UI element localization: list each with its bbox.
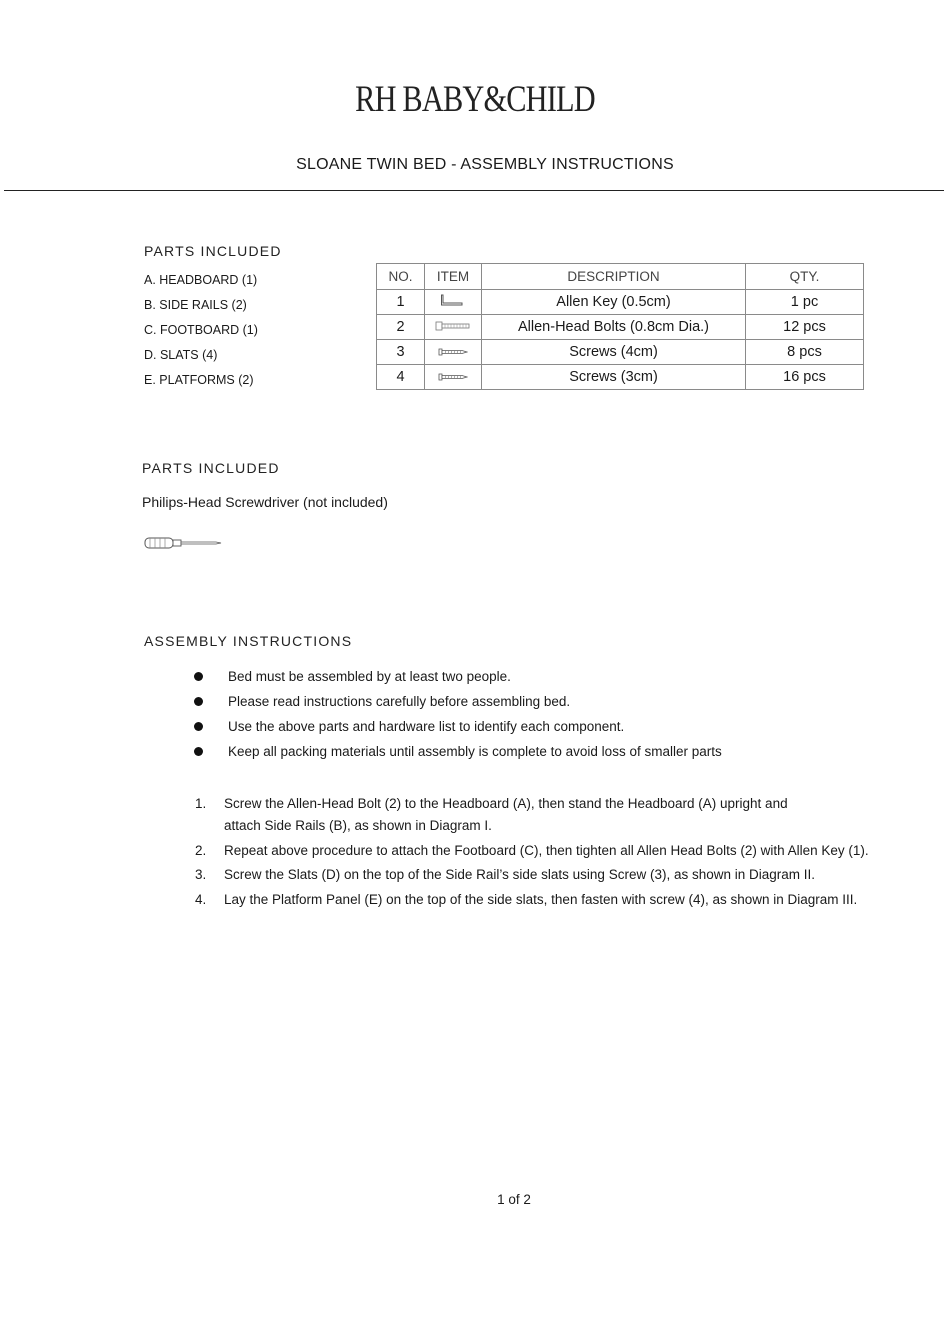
part-item: C. FOOTBOARD (1): [144, 323, 258, 337]
step-item: [195, 793, 915, 837]
list-item: [192, 718, 722, 743]
step-text: Screw the Allen-Head Bolt (2) to the Headboard (A), then stand the Headboard (A) upright and attach Side Rails (B), as shown in Diagram I.: [224, 796, 788, 833]
step-number: 2.: [195, 842, 207, 858]
parts-list: [144, 270, 258, 395]
step-number: 4.: [195, 891, 207, 907]
step-item: [195, 889, 915, 911]
step-item: [195, 840, 915, 862]
table-row: [377, 340, 864, 365]
row-no: 1: [377, 290, 425, 315]
document-title: SLOANE TWIN BED - ASSEMBLY INSTRUCTIONS: [296, 156, 674, 173]
row-no: 4: [377, 365, 425, 390]
note-text: Use the above parts and hardware list to identify each component.: [228, 719, 625, 734]
list-item: [192, 668, 722, 693]
part-item: E. PLATFORMS (2): [144, 373, 254, 387]
table-row: [377, 365, 864, 390]
row-qty: 12 pcs: [746, 315, 864, 340]
bullet-icon: [194, 747, 203, 756]
table-row: [377, 290, 864, 315]
row-description: Screws (4cm): [482, 340, 746, 365]
screw-icon: [425, 340, 482, 365]
hardware-table: [376, 263, 864, 390]
table-header-row: [377, 264, 864, 290]
allen-key-icon: [425, 290, 482, 315]
step-number: 3.: [195, 867, 207, 882]
list-item: [192, 693, 722, 718]
col-header-description: DESCRIPTION: [482, 264, 746, 290]
row-qty: 16 pcs: [746, 365, 864, 390]
bullet-icon: [194, 697, 203, 706]
col-header-qty: QTY.: [746, 264, 864, 290]
bullet-icon: [194, 722, 203, 731]
row-description: Allen-Head Bolts (0.8cm Dia.): [482, 315, 746, 340]
step-text: Repeat above procedure to attach the Footboard (C), then tighten all Allen Head Bolts (2) with Allen Key (1).: [224, 842, 869, 858]
header-divider: [4, 190, 944, 191]
list-item: [192, 743, 722, 768]
note-text: Please read instructions carefully before assembling bed.: [228, 694, 571, 709]
row-description: Allen Key (0.5cm): [482, 290, 746, 315]
page-number: 1 of 2: [497, 1192, 531, 1207]
row-no: 2: [377, 315, 425, 340]
screwdriver-icon: [144, 535, 224, 556]
screw-icon: [425, 365, 482, 390]
tools-heading: PARTS INCLUDED: [142, 460, 280, 476]
part-item: A. HEADBOARD (1): [144, 273, 258, 287]
step-text: Screw the Slats (D) on the top of the Side Rail’s side slats using Screw (3), as shown in Diagram II.: [224, 867, 816, 882]
assembly-notes: [192, 668, 722, 768]
row-description: Screws (3cm): [482, 365, 746, 390]
row-qty: 1 pc: [746, 290, 864, 315]
parts-heading: PARTS INCLUDED: [144, 243, 282, 259]
note-text: Bed must be assembled by at least two people.: [228, 669, 511, 684]
step-item: [195, 864, 915, 886]
assembly-steps: [195, 793, 915, 913]
bolt-icon: [425, 315, 482, 340]
col-header-item: ITEM: [425, 264, 482, 290]
row-no: 3: [377, 340, 425, 365]
note-text: Keep all packing materials until assembly is complete to avoid loss of smaller parts: [228, 744, 722, 759]
bullet-icon: [194, 672, 203, 681]
tool-description: Philips-Head Screwdriver (not included): [142, 494, 388, 510]
part-item: D. SLATS (4): [144, 348, 218, 362]
brand-logo: RH BABY&CHILD: [355, 79, 595, 120]
assembly-heading: ASSEMBLY INSTRUCTIONS: [144, 633, 353, 649]
step-text: Lay the Platform Panel (E) on the top of the side slats, then fasten with screw (4), as shown in Diagram III.: [224, 891, 858, 907]
col-header-no: NO.: [377, 264, 425, 290]
row-qty: 8 pcs: [746, 340, 864, 365]
part-item: B. SIDE RAILS (2): [144, 298, 247, 312]
table-row: [377, 315, 864, 340]
step-number: 1.: [195, 796, 207, 811]
